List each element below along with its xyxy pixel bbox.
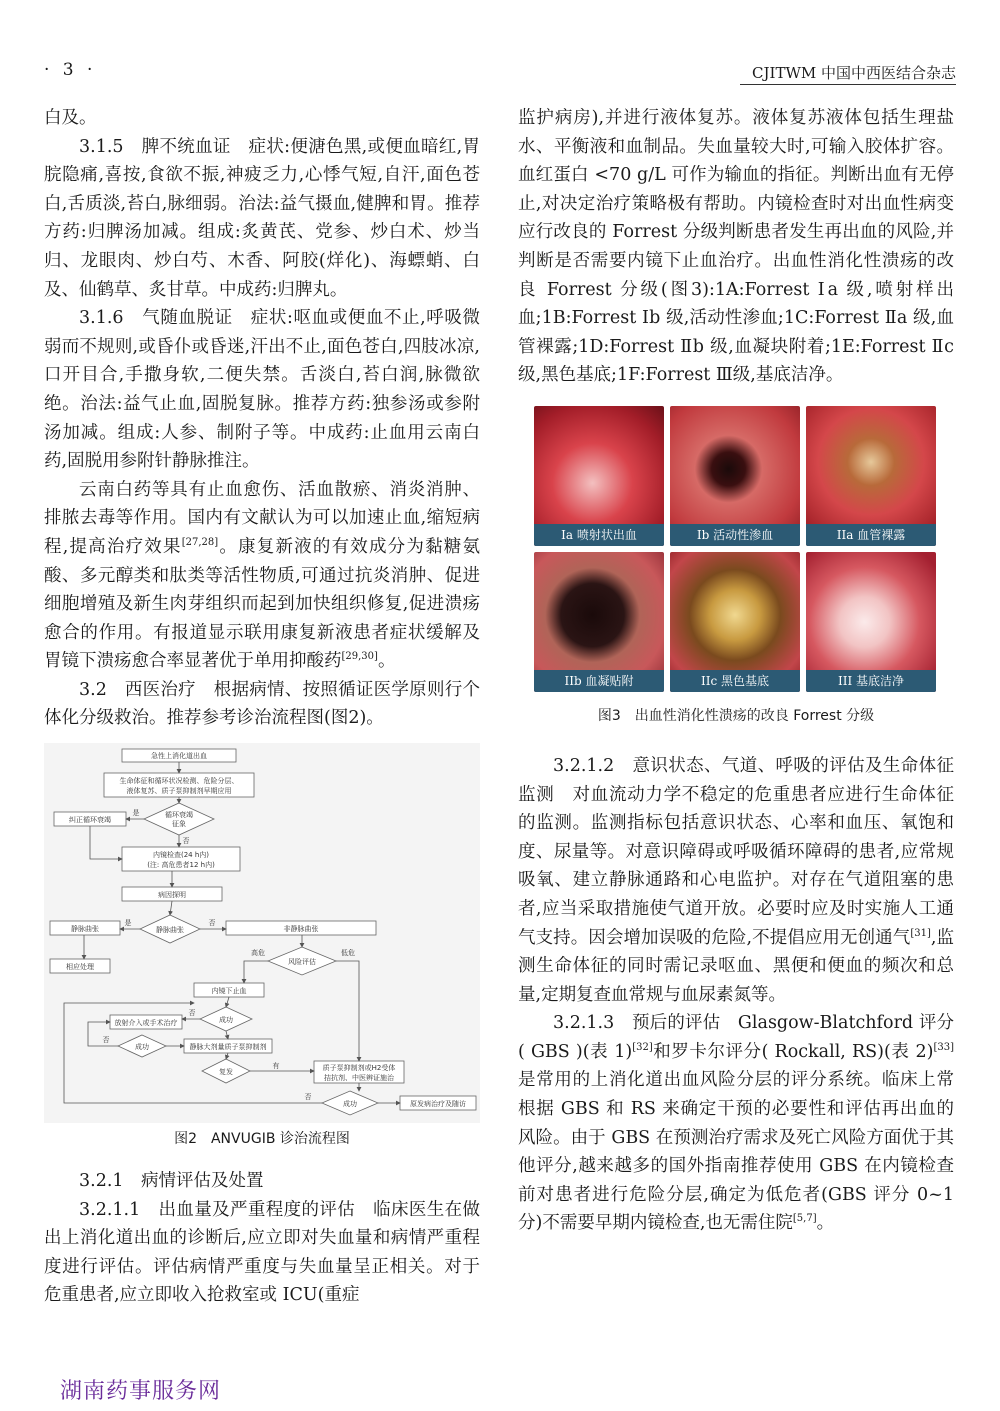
citation: [5,7] (792, 1213, 817, 1225)
text-run: ,监测生命体征的同时需记录呕血、黑便和便血的频次和总量,定期复查血常规与血尿素氮等。 (518, 927, 954, 1005)
flow-nonvarix-label: 非静脉曲张 (283, 925, 319, 934)
left-column (44, 104, 480, 1310)
forrest-photo-grid (534, 406, 938, 692)
flow-endo1-label: (注: 高危患者12 h内) (147, 861, 215, 870)
section-3-2: 3.2 西医治疗 根据病情、按照循证医学原则行个体化分级救治。推荐参考诊治流程图(图2)。 (44, 679, 480, 729)
flow-handle-label: 相应处理 (66, 963, 94, 972)
flow-step1-label: 生命体征和循环状况检测、危险分层、 (119, 777, 239, 786)
photo-label: Ib 活动性渗血 (670, 524, 800, 546)
flow-yes-label: 是 (124, 919, 132, 928)
flow-ppi-oral-label: 质子泵抑制剂或H2受体 (322, 1064, 396, 1073)
flow-no-label: 否 (182, 837, 190, 846)
section-3-1-5: 3.1.5 脾不统血证 症状:便溏色黑,或便血暗红,胃脘隐痛,喜按,食欲不振,神疲乏力,心悸气短,自汗,面色苍白,舌质淡,苔白,脉细弱。治法:益气摄血,健脾和胃。推荐方药:归脾汤加减。组成:炙黄芪、党参、炒白术、炒当归、龙眼肉、炒白芍、木香、阿胶(烊化)、海螵蛸、白及、仙鹤草、炙甘草。中成药:归脾丸。 (44, 136, 480, 300)
endoscopy-photo-ia (534, 406, 664, 546)
flow-decision1-label: 循环衰竭 (165, 811, 193, 820)
flow-high-risk-label: 高危 (251, 949, 265, 958)
journal-title: CJITWM 中国中西医结合杂志 (752, 64, 956, 82)
right-column (518, 104, 954, 1238)
flow-endo-stop-label: 内镜下止血 (211, 987, 247, 996)
text-run: 云南白药等具有止血愈伤、活血散瘀、消炎消肿、排脓去毒等作用。国内有文献认为可以加速止血,缩短病程,提高治疗效果 (44, 479, 480, 557)
paragraph: 监护病房),并进行液体复苏。液体复苏液体包括生理盐水、平衡液和血制品。失血量较大时,可输入胶体扩容。血红蛋白 <70 g/L 可作为输血的指征。判断出血有无停止,对决定治疗策略极有帮助。内镜检查时对出血性病变应行改良的 Forrest 分级判断患者发生再出血的风险,并判断是否需要内镜下止血治疗。出血性消化性溃疡的改良 Forrest 分级(图3):1A:Forrest Ⅰa 级,喷射样出血;1B:Forrest Ⅰb 级,活动性渗血;1C:Forrest Ⅱa 级,血管裸露;1D:Forrest Ⅱb 级,血凝块附着;1E:Forrest Ⅱc 级,黑色基底;1F:Forrest Ⅲ级,基底洁净。 (518, 108, 954, 386)
citation: [33] (933, 1042, 954, 1054)
flow-risk-label: 风险评估 (288, 958, 316, 967)
footer-watermark: 湖南药事服务网 (60, 1379, 222, 1404)
flow-cause-treat-label: 原发病治疗及随访 (410, 1100, 466, 1109)
text-run: 3.2.1.2 意识状态、气道、呼吸的评估及生命体征监测 对血流动力学不稳定的危重患者应进行生命体征的监测。监测指标包括意识状态、心率和血压、氧饱和度、尿量等。对意识障碍或呼吸循环障碍的患者,应常规吸氧、建立静脉通路和心电监护。对存在气道阻塞的患者,应当采取措施使气道开放。必要时应及时实施人工通气支持。因会增加误吸的危险,不提倡应用无创通气 (518, 755, 954, 948)
flow-no-label: 否 (188, 1009, 196, 1018)
flow-correct-label: 纠正循环衰竭 (69, 816, 111, 825)
text-run: 。 (377, 651, 396, 672)
figure-3-caption: 图3 出血性消化性溃疡的改良 Forrest 分级 (597, 707, 875, 724)
citation: [31] (910, 927, 931, 939)
figure-2-caption: 图2 ANVUGIB 诊治流程图 (174, 1131, 350, 1148)
text-run: 和罗卡尔评分( Rockall, RS)(表 2) (652, 1041, 934, 1062)
flow-yes-label: 是 (132, 809, 140, 818)
paragraph: 白及。 (44, 108, 97, 128)
flow-relapse-label: 复发 (219, 1068, 233, 1077)
header-rule (740, 84, 956, 85)
citation: [29,30] (341, 651, 378, 663)
photo-label: Ia 喷射状出血 (534, 524, 664, 546)
flow-decision1-label: 征象 (172, 820, 186, 829)
section-3-2-1-1: 3.2.1.1 出血量及严重程度的评估 临床医生在做出上消化道出血的诊断后,应立即对失血量和病情严重程度进行评估。评估病情严重度与失血量呈正相关。对于危重患者,应立即收入抢救室或 ICU(重症 (44, 1199, 480, 1306)
flow-no-label: 否 (102, 1036, 110, 1045)
citation: [27,28] (181, 537, 219, 549)
section-3-1-6: 3.1.6 气随血脱证 症状:呕血或便血不止,呼吸微弱而不规则,或昏仆或昏迷,汗出不止,面色苍白,四肢冰凉,口开目合,手撒身软,二便失禁。舌淡白,苔白润,脉微欲绝。治法:益气止血,固脱复脉。推荐方药:独参汤或参附汤加减。组成:人参、制附子等。中成药:止血用云南白药,固脱用参附针静脉推注。 (44, 308, 480, 472)
paragraph-yunnan-baiyao (44, 476, 480, 676)
flow-ppi-iv-label: 静脉大剂量质子泵抑制剂 (189, 1043, 267, 1052)
endoscopy-photo-iia (806, 406, 936, 546)
endoscopy-photo-iic (670, 552, 800, 692)
flow-no-label: 否 (208, 919, 216, 928)
flow-success-label: 成功 (219, 1016, 233, 1025)
flow-ppi-oral-label: 拮抗剂、中医辨证施治 (324, 1074, 394, 1083)
flowchart-figure-2 (44, 743, 480, 1123)
endoscopy-photo-ib (670, 406, 800, 546)
section-3-2-1: 3.2.1 病情评估及处置 (79, 1171, 264, 1192)
citation: [32] (632, 1042, 653, 1054)
flow-start-label: 急性上消化道出血 (151, 752, 207, 761)
text-run: 3.2.1.3 预后的评估 Glasgow-Blatchford 评分( GBS )(表 1) (518, 1013, 954, 1062)
section-3-2-1-2 (518, 752, 954, 1009)
flow-low-risk-label: 低危 (341, 949, 355, 958)
photo-label: IIa 血管裸露 (806, 524, 936, 546)
text-run: 。康复新液的有效成分为黏糖氨酸、多元醇类和肽类等活性物质,可通过抗炎消肿、促进细胞增殖及新生肉芽组织而起到加快组织修复,促进溃疡愈合的作用。有报道显示联用康复新液患者症状缓解及胃镜下溃疡愈合率显著优于单用抑酸药 (44, 536, 481, 672)
photo-label: III 基底洁净 (806, 670, 936, 692)
endoscopy-photo-iii (806, 552, 936, 692)
photo-label: IIb 血凝贴附 (534, 670, 664, 692)
endoscopy-photo-iib (534, 552, 664, 692)
flow-have-label: 有 (272, 1062, 280, 1071)
flow-no-label: 否 (304, 1093, 312, 1102)
text-run: 。 (816, 1213, 835, 1234)
flow-varix-label: 静脉曲张 (71, 925, 99, 934)
flow-step1-label: 液体复苏、质子泵抑制剂早期应用 (126, 787, 232, 796)
flow-varix-decision-label: 静脉曲张 (156, 926, 184, 935)
flow-interv-label: 放射介入或手术治疗 (114, 1019, 178, 1028)
text-run: 是常用的上消化道出血风险分层的评分系统。临床上常根据 GBS 和 RS 来确定干预的必要性和评估再出血的风险。由于 GBS 在预测治疗需求及死亡风险方面优于其他评分,越来越多的国外指南推荐使用 GBS 在内镜检查前对患者进行危险分层,确定为低危者(GBS 评分 0~1 分)不需要早期内镜检查,也无需住院 (518, 1070, 954, 1234)
flow-success-label: 成功 (135, 1043, 149, 1052)
flow-endo1-label: 内镜检查(24 h内) (152, 851, 210, 860)
flow-success-label: 成功 (343, 1100, 357, 1109)
page-number: · 3 · (44, 60, 97, 80)
section-3-2-1-3 (518, 1009, 954, 1238)
photo-label: IIc 黑色基底 (670, 670, 800, 692)
flow-cause-label: 病因探明 (158, 891, 186, 900)
